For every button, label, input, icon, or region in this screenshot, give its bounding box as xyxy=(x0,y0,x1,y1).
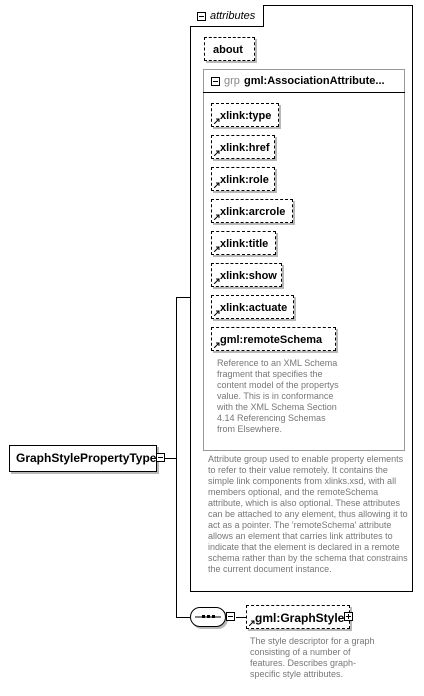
attribute-xlink-show[interactable] xyxy=(211,263,282,287)
ref-arrow-icon xyxy=(214,214,220,220)
group-kind-label: grp xyxy=(224,75,240,87)
attribute-xlink-show-label: xlink:show xyxy=(220,270,277,282)
attribute-xlink-title[interactable] xyxy=(211,231,276,255)
ref-arrow-icon xyxy=(214,150,220,156)
ref-arrow-icon xyxy=(214,118,220,124)
attribute-xlink-actuate[interactable] xyxy=(211,295,294,319)
ref-arrow-icon xyxy=(214,310,220,316)
attribute-about-label: about xyxy=(213,44,243,56)
ref-arrow-icon xyxy=(214,182,220,188)
connector-to-sequence xyxy=(176,617,190,618)
ref-arrow-icon xyxy=(214,246,220,252)
group-collapse-icon[interactable] xyxy=(211,77,220,86)
attribute-xlink-type[interactable] xyxy=(211,103,279,127)
attribute-xlink-arcrole-label: xlink:arcrole xyxy=(220,206,286,218)
sequence-icon xyxy=(191,608,225,626)
attribute-xlink-role[interactable] xyxy=(211,167,275,191)
ref-arrow-icon xyxy=(214,278,220,284)
connector-sequence-element xyxy=(236,617,246,618)
attribute-xlink-title-label: xlink:title xyxy=(220,238,269,250)
attributes-label: attributes xyxy=(210,10,256,22)
attribute-about[interactable] xyxy=(204,37,255,61)
connector-root-trunk xyxy=(165,458,176,459)
element-gml-graphstyle-label: gml:GraphStyle xyxy=(255,611,345,625)
remote-schema-annotation: Reference to an XML Schema fragment that specifies the content model of the propertys value. This is in conformance with the XML Schema Section 4.14 Referencing Schemas from Elsewhere. xyxy=(217,358,339,434)
element-gml-graphstyle[interactable] xyxy=(246,605,350,629)
connector-trunk-vertical xyxy=(176,297,177,618)
root-type-label: GraphStylePropertyType xyxy=(16,451,157,465)
root-collapse-icon[interactable] xyxy=(156,453,165,462)
connector-to-attributes xyxy=(176,297,190,298)
root-type-box[interactable] xyxy=(9,445,157,472)
attribute-xlink-href-label: xlink:href xyxy=(220,142,270,154)
sequence-compositor[interactable] xyxy=(190,607,226,627)
attribute-xlink-type-label: xlink:type xyxy=(220,110,272,122)
element-expand-icon[interactable] xyxy=(344,612,353,621)
graphstyle-annotation: The style descriptor for a graph consisting of a number of features. Describes graph-specific style attributes. xyxy=(250,636,375,679)
attribute-xlink-href[interactable] xyxy=(211,135,275,159)
ref-arrow-icon xyxy=(249,620,255,626)
attribute-group-annotation: Attribute group used to enable property elements to refer to their value remotely. It contains the simple link components from xlinks.xsd, with all members optional, and the remoteSchema attribute, which is also optional. These attributes can be attached to any element, thus allowing it to act as a pointer. The 'remoteSchema' attribute allows an element that carries link attributes to indicate that the element is declared in a remote schema rather than by the schema that constrains the current document instance. xyxy=(208,454,408,574)
attribute-gml-remoteschema[interactable] xyxy=(211,327,336,351)
attribute-xlink-arcrole[interactable] xyxy=(211,199,293,223)
ref-arrow-icon xyxy=(214,342,220,348)
attributes-collapse-icon[interactable] xyxy=(197,12,206,21)
attribute-xlink-role-label: xlink:role xyxy=(220,174,269,186)
attribute-xlink-actuate-label: xlink:actuate xyxy=(220,302,288,314)
attribute-gml-remoteschema-label: gml:remoteSchema xyxy=(220,334,323,346)
sequence-collapse-icon[interactable] xyxy=(226,612,235,621)
group-name-label[interactable]: gml:AssociationAttribute... xyxy=(244,75,385,87)
